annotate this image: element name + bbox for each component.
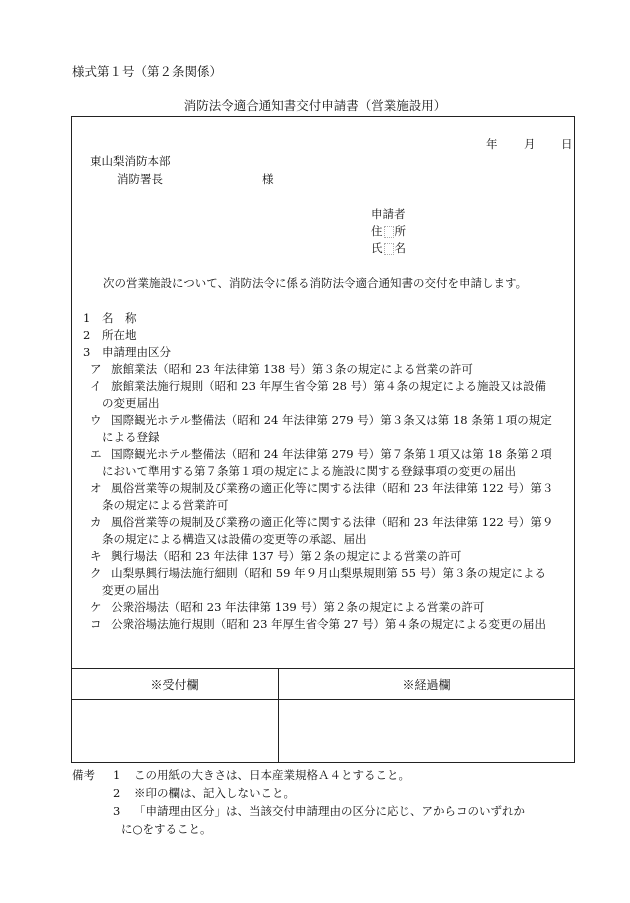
field-location (83, 327, 136, 343)
progress-cell[interactable] (279, 700, 574, 762)
addressee-honorific: 様 (262, 172, 274, 186)
reason-option[interactable] (90, 480, 553, 496)
note-text: ※印の欄は、記入しないこと。 (133, 786, 295, 800)
spacer-mark (384, 243, 394, 255)
reason-mark: オ (90, 481, 102, 495)
reason-text: 風俗営業等の規制及び業務の適正化等に関する法律（昭和 23 年法律第 122 号）第９ (111, 515, 554, 529)
applicant-name-label-a: 氏 (371, 241, 383, 255)
reason-mark: ケ (90, 600, 102, 614)
reason-mark: エ (90, 447, 102, 461)
addressee-headquarters: 東山梨消防本部 (90, 154, 171, 168)
reason-text-continued: 条の規定による営業許可 (102, 498, 229, 512)
intro-text: 次の営業施設について、消防法令に係る消防法令適合通知書の交付を申請します。 (103, 276, 528, 290)
note-number: 1 (113, 768, 121, 782)
applicant-address-label (371, 223, 406, 239)
note-number: 3 (113, 804, 121, 818)
reason-text: 公衆浴場法（昭和 23 年法律第 139 号）第２条の規定による営業の許可 (111, 600, 485, 614)
reason-option[interactable] (90, 548, 461, 564)
reason-text: 山梨県興行場法施行細則（昭和 59 年９月山梨県規則第 55 号）第３条の規定による (111, 566, 547, 580)
note-item (113, 767, 410, 783)
field-name (83, 310, 136, 326)
reason-text: 風俗営業等の規制及び業務の適正化等に関する法律（昭和 23 年法律第 122 号）第３ (111, 481, 554, 495)
date-day-label: 日 (561, 137, 573, 151)
field-number: 3 (83, 345, 91, 359)
reason-text: 旅館業法施行規則（昭和 23 年厚生省令第 28 号）第４条の規定による施設又は設備 (111, 379, 547, 393)
reason-text-continued: 条の規定による構造又は設備の変更等の承認、届出 (102, 532, 367, 546)
addressee-chief: 消防署長 (117, 172, 163, 186)
reason-text: 公衆浴場法施行規則（昭和 23 年厚生省令第 27 号）第４条の規定による変更の届出 (111, 617, 547, 631)
reason-option[interactable] (90, 378, 546, 394)
reason-text: 国際観光ホテル整備法（昭和 24 年法律第 279 号）第３条又は第 18 条第１項の規定 (111, 413, 552, 427)
reason-option[interactable] (90, 446, 552, 462)
reason-option[interactable] (90, 565, 546, 581)
note-number: 2 (113, 786, 121, 800)
reason-text-continued: の変更届出 (102, 396, 160, 410)
reason-option[interactable] (90, 514, 553, 530)
field-reason-category (83, 344, 171, 360)
note-text: 「申請理由区分」は、当該交付申請理由の区分に応じ、アからコのいずれか (133, 804, 525, 818)
note-item (113, 803, 525, 819)
field-number: 1 (83, 311, 91, 325)
reason-text: 旅館業法（昭和 23 年法律第 138 号）第３条の規定による営業の許可 (111, 362, 473, 376)
notes-heading: 備考 (72, 768, 95, 782)
reason-text-continued: 変更の届出 (102, 583, 160, 597)
applicant-name-label (371, 240, 406, 256)
reception-cell[interactable] (72, 700, 277, 762)
reason-mark: コ (90, 617, 102, 631)
reason-option[interactable] (90, 412, 552, 428)
form-number: 様式第１号（第２条関係） (72, 64, 223, 79)
reason-text-continued: において準用する第７条第１項の規定による施設に関する登録事項の変更の届出 (102, 464, 516, 478)
reason-mark: ク (90, 566, 102, 580)
reason-option[interactable] (90, 616, 546, 632)
applicant-address-label-a: 住 (371, 224, 383, 238)
field-number: 2 (83, 328, 91, 342)
table-divider (71, 668, 575, 669)
applicant-label: 申請者 (371, 207, 406, 221)
reason-mark: ア (90, 362, 102, 376)
field-label: 名 称 (101, 311, 137, 325)
reason-mark: ウ (90, 413, 102, 427)
page-title: 消防法令適合通知書交付申請書（営業施設用） (183, 98, 447, 113)
reason-mark: カ (90, 515, 102, 529)
reason-text: 国際観光ホテル整備法（昭和 24 年法律第 279 号）第７条第１項又は第 18 条第２項 (111, 447, 552, 461)
note-text-continued: に○をすること。 (121, 822, 212, 836)
date-month-label: 月 (524, 137, 536, 151)
reason-text: 興行場法（昭和 23 年法律 137 号）第２条の規定による営業の許可 (111, 549, 462, 563)
reception-column-header: ※受付欄 (150, 678, 199, 692)
field-label: 申請理由区分 (101, 345, 171, 359)
spacer-mark (384, 226, 394, 238)
field-label: 所在地 (101, 328, 137, 342)
note-item (113, 785, 295, 801)
applicant-name-label-b: 名 (394, 241, 406, 255)
reason-mark: イ (90, 379, 102, 393)
note-text: この用紙の大きさは、日本産業規格Ａ４とすること。 (133, 768, 410, 782)
progress-column-header: ※経過欄 (402, 678, 451, 692)
reason-text-continued: による登録 (102, 430, 160, 444)
reason-option[interactable] (90, 599, 484, 615)
applicant-address-label-b: 所 (394, 224, 406, 238)
reason-mark: キ (90, 549, 102, 563)
date-year-label: 年 (486, 137, 498, 151)
reason-option[interactable] (90, 361, 473, 377)
